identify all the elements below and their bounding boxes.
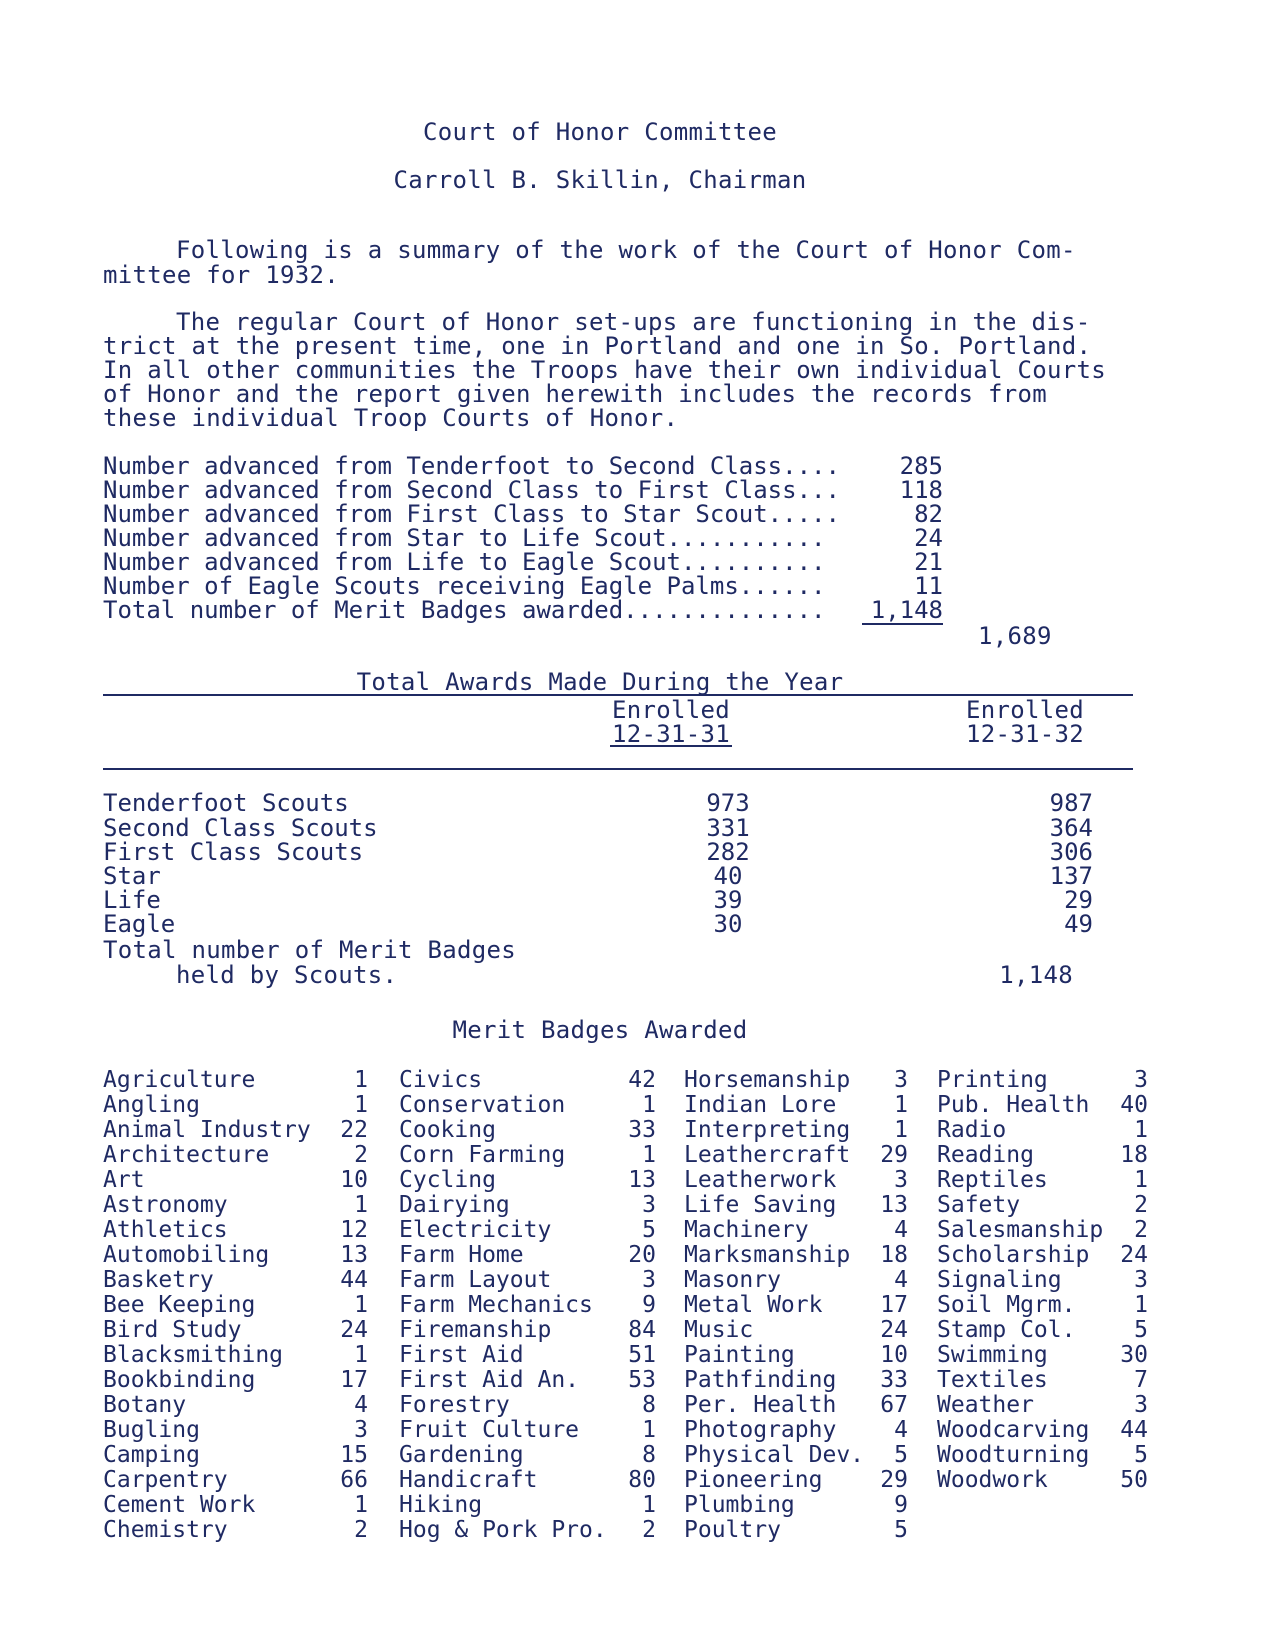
- merit-badge-name: Physical Dev.: [684, 1442, 865, 1468]
- merit-badge-count: 3: [642, 1267, 656, 1293]
- merit-badge-count: 2: [642, 1517, 656, 1543]
- advancement-value: 24: [914, 524, 943, 552]
- merit-badge-row: [684, 1318, 908, 1343]
- merit-badge-count: 3: [1134, 1267, 1148, 1293]
- merit-badge-count: 4: [354, 1392, 368, 1418]
- merit-badge-name: Basketry: [103, 1267, 214, 1293]
- merit-badge-count: 66: [340, 1467, 368, 1493]
- merit-badge-name: Woodturning: [937, 1442, 1090, 1468]
- merit-badge-name: First Aid: [399, 1342, 524, 1368]
- merit-badge-count: 1: [354, 1492, 368, 1518]
- rank-label: First Class Scouts: [103, 838, 364, 866]
- merit-badge-row: [103, 1518, 368, 1543]
- merit-badge-name: Machinery: [684, 1217, 809, 1243]
- merit-badge-name: Stamp Col.: [937, 1317, 1076, 1343]
- merit-badge-count: 4: [894, 1417, 908, 1443]
- advancement-total: 1,689: [978, 622, 1052, 650]
- merit-badge-name: Painting: [684, 1342, 795, 1368]
- merit-badge-count: 1: [894, 1092, 908, 1118]
- merit-badge-count: 13: [628, 1167, 656, 1193]
- merit-badge-name: Plumbing: [684, 1492, 795, 1518]
- merit-badge-count: 5: [1134, 1442, 1148, 1468]
- intro-para2-line4: of Honor and the report given herewith includes the records from: [103, 380, 1047, 408]
- merit-badge-row: [937, 1368, 1148, 1393]
- intro-para1-line1: Following is a summary of the work of the Court of Honor Com-: [176, 236, 1076, 264]
- merit-badge-count: 1: [1134, 1167, 1148, 1193]
- advancement-value: 21: [914, 548, 943, 576]
- merit-badge-row: [103, 1318, 368, 1343]
- merit-badge-row: [399, 1418, 656, 1443]
- merit-badge-row: [684, 1143, 908, 1168]
- merit-badge-count: 8: [642, 1442, 656, 1468]
- intro-para2-line5: these individual Troop Courts of Honor.: [103, 404, 679, 432]
- merit-badge-name: Hiking: [399, 1492, 483, 1518]
- merit-badge-count: 4: [894, 1267, 908, 1293]
- merit-badge-row: [684, 1343, 908, 1368]
- enrolled-1931: 30: [713, 910, 743, 938]
- enrolled-1932: 306: [1049, 838, 1093, 866]
- merit-badge-row: [684, 1418, 908, 1443]
- merit-badge-row: [684, 1243, 908, 1268]
- merit-badge-count: 40: [1120, 1092, 1148, 1118]
- merit-badge-name: Reptiles: [937, 1167, 1048, 1193]
- merit-badge-name: Carpentry: [103, 1467, 228, 1493]
- merit-badge-row: [399, 1318, 656, 1343]
- merit-badge-count: 2: [354, 1142, 368, 1168]
- merit-badge-name: Printing: [937, 1067, 1048, 1093]
- merit-badge-row: [937, 1418, 1148, 1443]
- merit-badge-row: [103, 1393, 368, 1418]
- merit-badge-count: 2: [1134, 1192, 1148, 1218]
- merit-badge-row: [937, 1143, 1148, 1168]
- merit-badge-name: Cooking: [399, 1117, 496, 1143]
- merit-badge-name: First Aid An.: [399, 1367, 580, 1393]
- merit-badge-row: [684, 1118, 908, 1143]
- merit-badge-count: 42: [628, 1067, 656, 1093]
- merit-badge-count: 3: [354, 1417, 368, 1443]
- merit-badge-name: Pub. Health: [937, 1092, 1090, 1118]
- merit-badge-count: 2: [354, 1517, 368, 1543]
- merit-badge-row: [684, 1468, 908, 1493]
- merit-badges-title: Merit Badges Awarded: [452, 1016, 748, 1044]
- merit-badge-name: Bird Study: [103, 1317, 242, 1343]
- merit-badge-name: Farm Layout: [399, 1267, 552, 1293]
- merit-badge-row: [103, 1268, 368, 1293]
- merit-badge-count: 1: [354, 1067, 368, 1093]
- merit-badge-row: [684, 1368, 908, 1393]
- merit-badge-count: 15: [340, 1442, 368, 1468]
- enrolled-1932: 137: [1049, 862, 1093, 890]
- merit-badge-count: 3: [894, 1167, 908, 1193]
- merit-badge-row: [103, 1493, 368, 1518]
- merit-badge-name: Angling: [103, 1092, 200, 1118]
- merit-badge-count: 4: [894, 1217, 908, 1243]
- merit-badge-row: [937, 1268, 1148, 1293]
- merit-badge-name: Cement Work: [103, 1492, 256, 1518]
- merit-badge-count: 2: [1134, 1217, 1148, 1243]
- merit-badge-name: Salesmanship: [937, 1217, 1104, 1243]
- rank-label: Eagle: [103, 910, 176, 938]
- table-row: [103, 910, 1093, 938]
- intro-para2-line1: The regular Court of Honor set-ups are functioning in the dis-: [176, 308, 1091, 336]
- merit-badge-row: [684, 1493, 908, 1518]
- merit-badge-count: 80: [628, 1467, 656, 1493]
- merit-badge-name: Soil Mgrm.: [937, 1292, 1076, 1318]
- merit-badge-row: [399, 1393, 656, 1418]
- merit-badge-count: 30: [1120, 1342, 1148, 1368]
- merit-badge-row: [937, 1393, 1148, 1418]
- merit-badge-name: Music: [684, 1317, 754, 1343]
- table-row: [103, 886, 1093, 914]
- merit-badge-name: Animal Industry: [103, 1117, 311, 1143]
- merit-badge-name: Photography: [684, 1417, 837, 1443]
- merit-badge-name: Pioneering: [684, 1467, 823, 1493]
- merit-badge-count: 33: [880, 1367, 908, 1393]
- merit-badge-count: 53: [628, 1367, 656, 1393]
- merit-badge-count: 1: [1134, 1117, 1148, 1143]
- merit-badge-name: Agriculture: [103, 1067, 256, 1093]
- merit-badge-name: Poultry: [684, 1517, 781, 1543]
- merit-badge-row: [399, 1193, 656, 1218]
- merit-badge-count: 13: [340, 1242, 368, 1268]
- enrolled-1931: 331: [706, 814, 750, 842]
- advancement-label: Number advanced from Second Class to First Class...: [103, 476, 840, 504]
- merit-badge-row: [937, 1218, 1148, 1243]
- merit-badge-count: 3: [1134, 1067, 1148, 1093]
- merit-badge-row: [399, 1293, 656, 1318]
- merit-badge-row: [684, 1443, 908, 1468]
- advancement-value: 11: [914, 572, 943, 600]
- merit-badge-name: Metal Work: [684, 1292, 823, 1318]
- merit-badge-row: [103, 1218, 368, 1243]
- merit-badge-row: [103, 1168, 368, 1193]
- merit-badge-row: [103, 1343, 368, 1368]
- advancement-label: Total number of Merit Badges awarded..............: [103, 596, 826, 624]
- merit-badge-count: 5: [894, 1442, 908, 1468]
- merit-badge-row: [684, 1193, 908, 1218]
- merit-badge-name: Safety: [937, 1192, 1021, 1218]
- merit-badge-name: Reading: [937, 1142, 1034, 1168]
- rank-label: Star: [103, 862, 161, 890]
- merit-badge-name: Interpreting: [684, 1117, 851, 1143]
- merit-badge-name: Hog & Pork Pro.: [399, 1517, 607, 1543]
- merit-badge-count: 1: [642, 1492, 656, 1518]
- merit-badge-count: 7: [1134, 1367, 1148, 1393]
- merit-badge-count: 1: [354, 1292, 368, 1318]
- merit-badge-row: [937, 1118, 1148, 1143]
- advancement-value: 285: [899, 452, 943, 480]
- merit-badge-count: 24: [1120, 1242, 1148, 1268]
- merit-badge-row: [937, 1443, 1148, 1468]
- page-title: Court of Honor Committee: [423, 118, 777, 146]
- merit-badge-row: [684, 1093, 908, 1118]
- merit-badge-row: [103, 1093, 368, 1118]
- awards-table-title: Total Awards Made During the Year: [356, 668, 844, 696]
- merit-badge-count: 33: [628, 1117, 656, 1143]
- merit-badge-count: 1: [354, 1342, 368, 1368]
- merit-badge-row: [684, 1168, 908, 1193]
- merit-badge-count: 24: [340, 1317, 368, 1343]
- merit-badge-count: 22: [340, 1117, 368, 1143]
- merit-badge-count: 1: [642, 1142, 656, 1168]
- merit-badge-row: [399, 1168, 656, 1193]
- merit-badge-count: 17: [880, 1292, 908, 1318]
- merit-badge-row: [684, 1218, 908, 1243]
- enrolled-1931: 39: [713, 886, 743, 914]
- advancement-label: Number advanced from First Class to Star Scout.....: [103, 500, 840, 528]
- advancement-value: 82: [914, 500, 943, 528]
- advancement-value: 1,148: [870, 596, 943, 624]
- merit-badge-name: Masonry: [684, 1267, 781, 1293]
- merit-badge-count: 44: [1120, 1417, 1148, 1443]
- merit-badge-name: Dairying: [399, 1192, 510, 1218]
- merit-badge-count: 18: [880, 1242, 908, 1268]
- merit-total-label-line2: held by Scouts.: [176, 961, 398, 989]
- merit-badge-count: 20: [628, 1242, 656, 1268]
- enrolled-1931: 973: [706, 789, 750, 817]
- merit-badge-count: 24: [880, 1317, 908, 1343]
- merit-badge-count: 3: [1134, 1392, 1148, 1418]
- merit-badge-name: Conservation: [399, 1092, 566, 1118]
- merit-badge-row: [937, 1093, 1148, 1118]
- merit-badge-count: 50: [1120, 1467, 1148, 1493]
- merit-badge-name: Woodwork: [937, 1467, 1048, 1493]
- merit-badge-row: [937, 1318, 1148, 1343]
- merit-badge-count: 1: [354, 1092, 368, 1118]
- advancement-label: Number advanced from Star to Life Scout...........: [103, 524, 826, 552]
- merit-badge-name: Bookbinding: [103, 1367, 256, 1393]
- merit-badge-count: 3: [894, 1067, 908, 1093]
- merit-badge-name: Farm Home: [399, 1242, 524, 1268]
- col1-header-underline: [610, 745, 732, 747]
- enrolled-1932: 29: [1064, 886, 1093, 914]
- merit-badge-count: 51: [628, 1342, 656, 1368]
- merit-badge-name: Per. Health: [684, 1392, 837, 1418]
- merit-badge-row: [684, 1068, 908, 1093]
- merit-badge-count: 18: [1120, 1142, 1148, 1168]
- merit-badge-count: 1: [1134, 1292, 1148, 1318]
- merit-badge-name: Leatherwork: [684, 1167, 837, 1193]
- intro-para1-line2: mittee for 1932.: [103, 261, 339, 289]
- advancement-label: Number of Eagle Scouts receiving Eagle Palms......: [103, 572, 826, 600]
- merit-badge-name: Civics: [399, 1067, 483, 1093]
- merit-badge-row: [937, 1168, 1148, 1193]
- merit-total-label-line1: Total number of Merit Badges: [103, 936, 516, 964]
- col1-header-line2: 12-31-31: [612, 720, 730, 748]
- merit-badge-name: Firemanship: [399, 1317, 552, 1343]
- rank-label: Tenderfoot Scouts: [103, 789, 349, 817]
- merit-badge-name: Farm Mechanics: [399, 1292, 593, 1318]
- merit-badge-name: Cycling: [399, 1167, 496, 1193]
- merit-badge-count: 10: [340, 1167, 368, 1193]
- merit-badge-name: Bee Keeping: [103, 1292, 256, 1318]
- advancement-label: Number advanced from Tenderfoot to Second Class....: [103, 452, 840, 480]
- merit-badge-name: Marksmanship: [684, 1242, 851, 1268]
- merit-badge-row: [103, 1143, 368, 1168]
- merit-badge-column-3: [684, 1068, 908, 1543]
- merit-badge-column-2: [399, 1068, 656, 1543]
- enrolled-1931: 40: [713, 862, 743, 890]
- merit-badge-count: 29: [880, 1142, 908, 1168]
- table-row: [103, 789, 1093, 817]
- merit-badge-row: [684, 1518, 908, 1543]
- merit-badge-count: 17: [340, 1367, 368, 1393]
- merit-badge-row: [103, 1193, 368, 1218]
- table-row: [103, 838, 1093, 866]
- merit-badge-name: Scholarship: [937, 1242, 1090, 1268]
- advancement-label: Number advanced from Life to Eagle Scout..........: [103, 548, 826, 576]
- merit-badge-name: Woodcarving: [937, 1417, 1090, 1443]
- merit-badge-row: [103, 1243, 368, 1268]
- enrolled-1932: 364: [1049, 814, 1093, 842]
- merit-badge-row: [399, 1118, 656, 1143]
- merit-badge-count: 3: [642, 1192, 656, 1218]
- merit-badge-name: Electricity: [399, 1217, 552, 1243]
- merit-badge-row: [399, 1268, 656, 1293]
- merit-badge-row: [103, 1443, 368, 1468]
- merit-badge-name: Botany: [103, 1392, 187, 1418]
- merit-badge-row: [103, 1418, 368, 1443]
- merit-badge-count: 10: [880, 1342, 908, 1368]
- merit-badge-row: [684, 1393, 908, 1418]
- merit-badge-name: Art: [103, 1167, 145, 1193]
- merit-badge-row: [937, 1068, 1148, 1093]
- merit-badge-row: [399, 1068, 656, 1093]
- advancement-row: [103, 597, 943, 623]
- merit-total-value: 1,148: [999, 961, 1073, 989]
- merit-badge-name: Life Saving: [684, 1192, 837, 1218]
- merit-badge-count: 1: [894, 1117, 908, 1143]
- merit-badge-name: Bugling: [103, 1417, 200, 1443]
- col2-header-line1: Enrolled: [966, 696, 1084, 724]
- chairman-line: Carroll B. Skillin, Chairman: [393, 166, 807, 194]
- merit-badge-count: 29: [880, 1467, 908, 1493]
- merit-badge-name: Textiles: [937, 1367, 1048, 1393]
- merit-badge-row: [399, 1468, 656, 1493]
- merit-badge-count: 1: [642, 1092, 656, 1118]
- intro-para2-line3: In all other communities the Troops have their own individual Courts: [103, 356, 1106, 384]
- merit-badge-count: 1: [642, 1417, 656, 1443]
- merit-badge-row: [103, 1368, 368, 1393]
- merit-badge-row: [399, 1243, 656, 1268]
- merit-badge-name: Signaling: [937, 1267, 1062, 1293]
- merit-badge-name: Corn Farming: [399, 1142, 566, 1168]
- merit-badge-row: [399, 1218, 656, 1243]
- rank-label: Life: [103, 886, 161, 914]
- merit-badge-count: 8: [642, 1392, 656, 1418]
- merit-badge-name: Chemistry: [103, 1517, 228, 1543]
- merit-badge-name: Forestry: [399, 1392, 510, 1418]
- merit-badge-name: Astronomy: [103, 1192, 228, 1218]
- merit-badge-row: [399, 1368, 656, 1393]
- merit-badge-name: Pathfinding: [684, 1367, 837, 1393]
- merit-badge-count: 5: [894, 1517, 908, 1543]
- table-row: [103, 862, 1093, 890]
- merit-badge-row: [937, 1343, 1148, 1368]
- merit-badge-count: 5: [1134, 1317, 1148, 1343]
- merit-badge-row: [399, 1518, 656, 1543]
- merit-badge-column-4: [937, 1068, 1148, 1493]
- advancement-value: 118: [899, 476, 943, 504]
- merit-badge-name: Athletics: [103, 1217, 228, 1243]
- merit-badge-row: [399, 1343, 656, 1368]
- merit-badge-row: [937, 1243, 1148, 1268]
- merit-badge-row: [399, 1143, 656, 1168]
- merit-badge-count: 84: [628, 1317, 656, 1343]
- merit-badge-row: [399, 1093, 656, 1118]
- rank-label: Second Class Scouts: [103, 814, 378, 842]
- merit-badge-count: 12: [340, 1217, 368, 1243]
- merit-badge-name: Gardening: [399, 1442, 524, 1468]
- merit-badge-row: [103, 1068, 368, 1093]
- merit-badge-count: 9: [894, 1492, 908, 1518]
- merit-badge-row: [103, 1118, 368, 1143]
- merit-badge-row: [399, 1443, 656, 1468]
- merit-badge-name: Camping: [103, 1442, 200, 1468]
- merit-badge-name: Leathercraft: [684, 1142, 851, 1168]
- merit-badge-count: 9: [642, 1292, 656, 1318]
- enrolled-1931: 282: [706, 838, 750, 866]
- enrolled-1932: 49: [1064, 910, 1093, 938]
- merit-badge-count: 13: [880, 1192, 908, 1218]
- merit-badge-row: [103, 1293, 368, 1318]
- table-header-rule: [103, 768, 1133, 770]
- merit-badge-count: 67: [880, 1392, 908, 1418]
- merit-badge-name: Horsemanship: [684, 1067, 851, 1093]
- merit-badge-name: Radio: [937, 1117, 1007, 1143]
- merit-badge-name: Handicraft: [399, 1467, 538, 1493]
- merit-badge-name: Weather: [937, 1392, 1034, 1418]
- col2-header-line2: 12-31-32: [966, 720, 1084, 748]
- enrolled-1932: 987: [1049, 789, 1093, 817]
- merit-badge-name: Indian Lore: [684, 1092, 837, 1118]
- merit-badge-row: [937, 1468, 1148, 1493]
- merit-badge-name: Swimming: [937, 1342, 1048, 1368]
- merit-badge-column-1: [103, 1068, 368, 1543]
- merit-badge-count: 5: [642, 1217, 656, 1243]
- merit-badge-row: [103, 1468, 368, 1493]
- merit-badge-name: Automobiling: [103, 1242, 270, 1268]
- merit-badge-row: [684, 1293, 908, 1318]
- merit-badge-row: [399, 1493, 656, 1518]
- merit-badge-row: [937, 1293, 1148, 1318]
- col1-header-line1: Enrolled: [612, 696, 730, 724]
- merit-badge-count: 44: [340, 1267, 368, 1293]
- merit-badge-row: [937, 1193, 1148, 1218]
- merit-badge-name: Blacksmithing: [103, 1342, 284, 1368]
- intro-para2-line2: trict at the present time, one in Portland and one in So. Portland.: [103, 332, 1092, 360]
- subtotal-underline: [862, 623, 943, 625]
- merit-badge-name: Fruit Culture: [399, 1417, 580, 1443]
- merit-badge-row: [684, 1268, 908, 1293]
- merit-badge-count: 1: [354, 1192, 368, 1218]
- merit-badge-name: Architecture: [103, 1142, 270, 1168]
